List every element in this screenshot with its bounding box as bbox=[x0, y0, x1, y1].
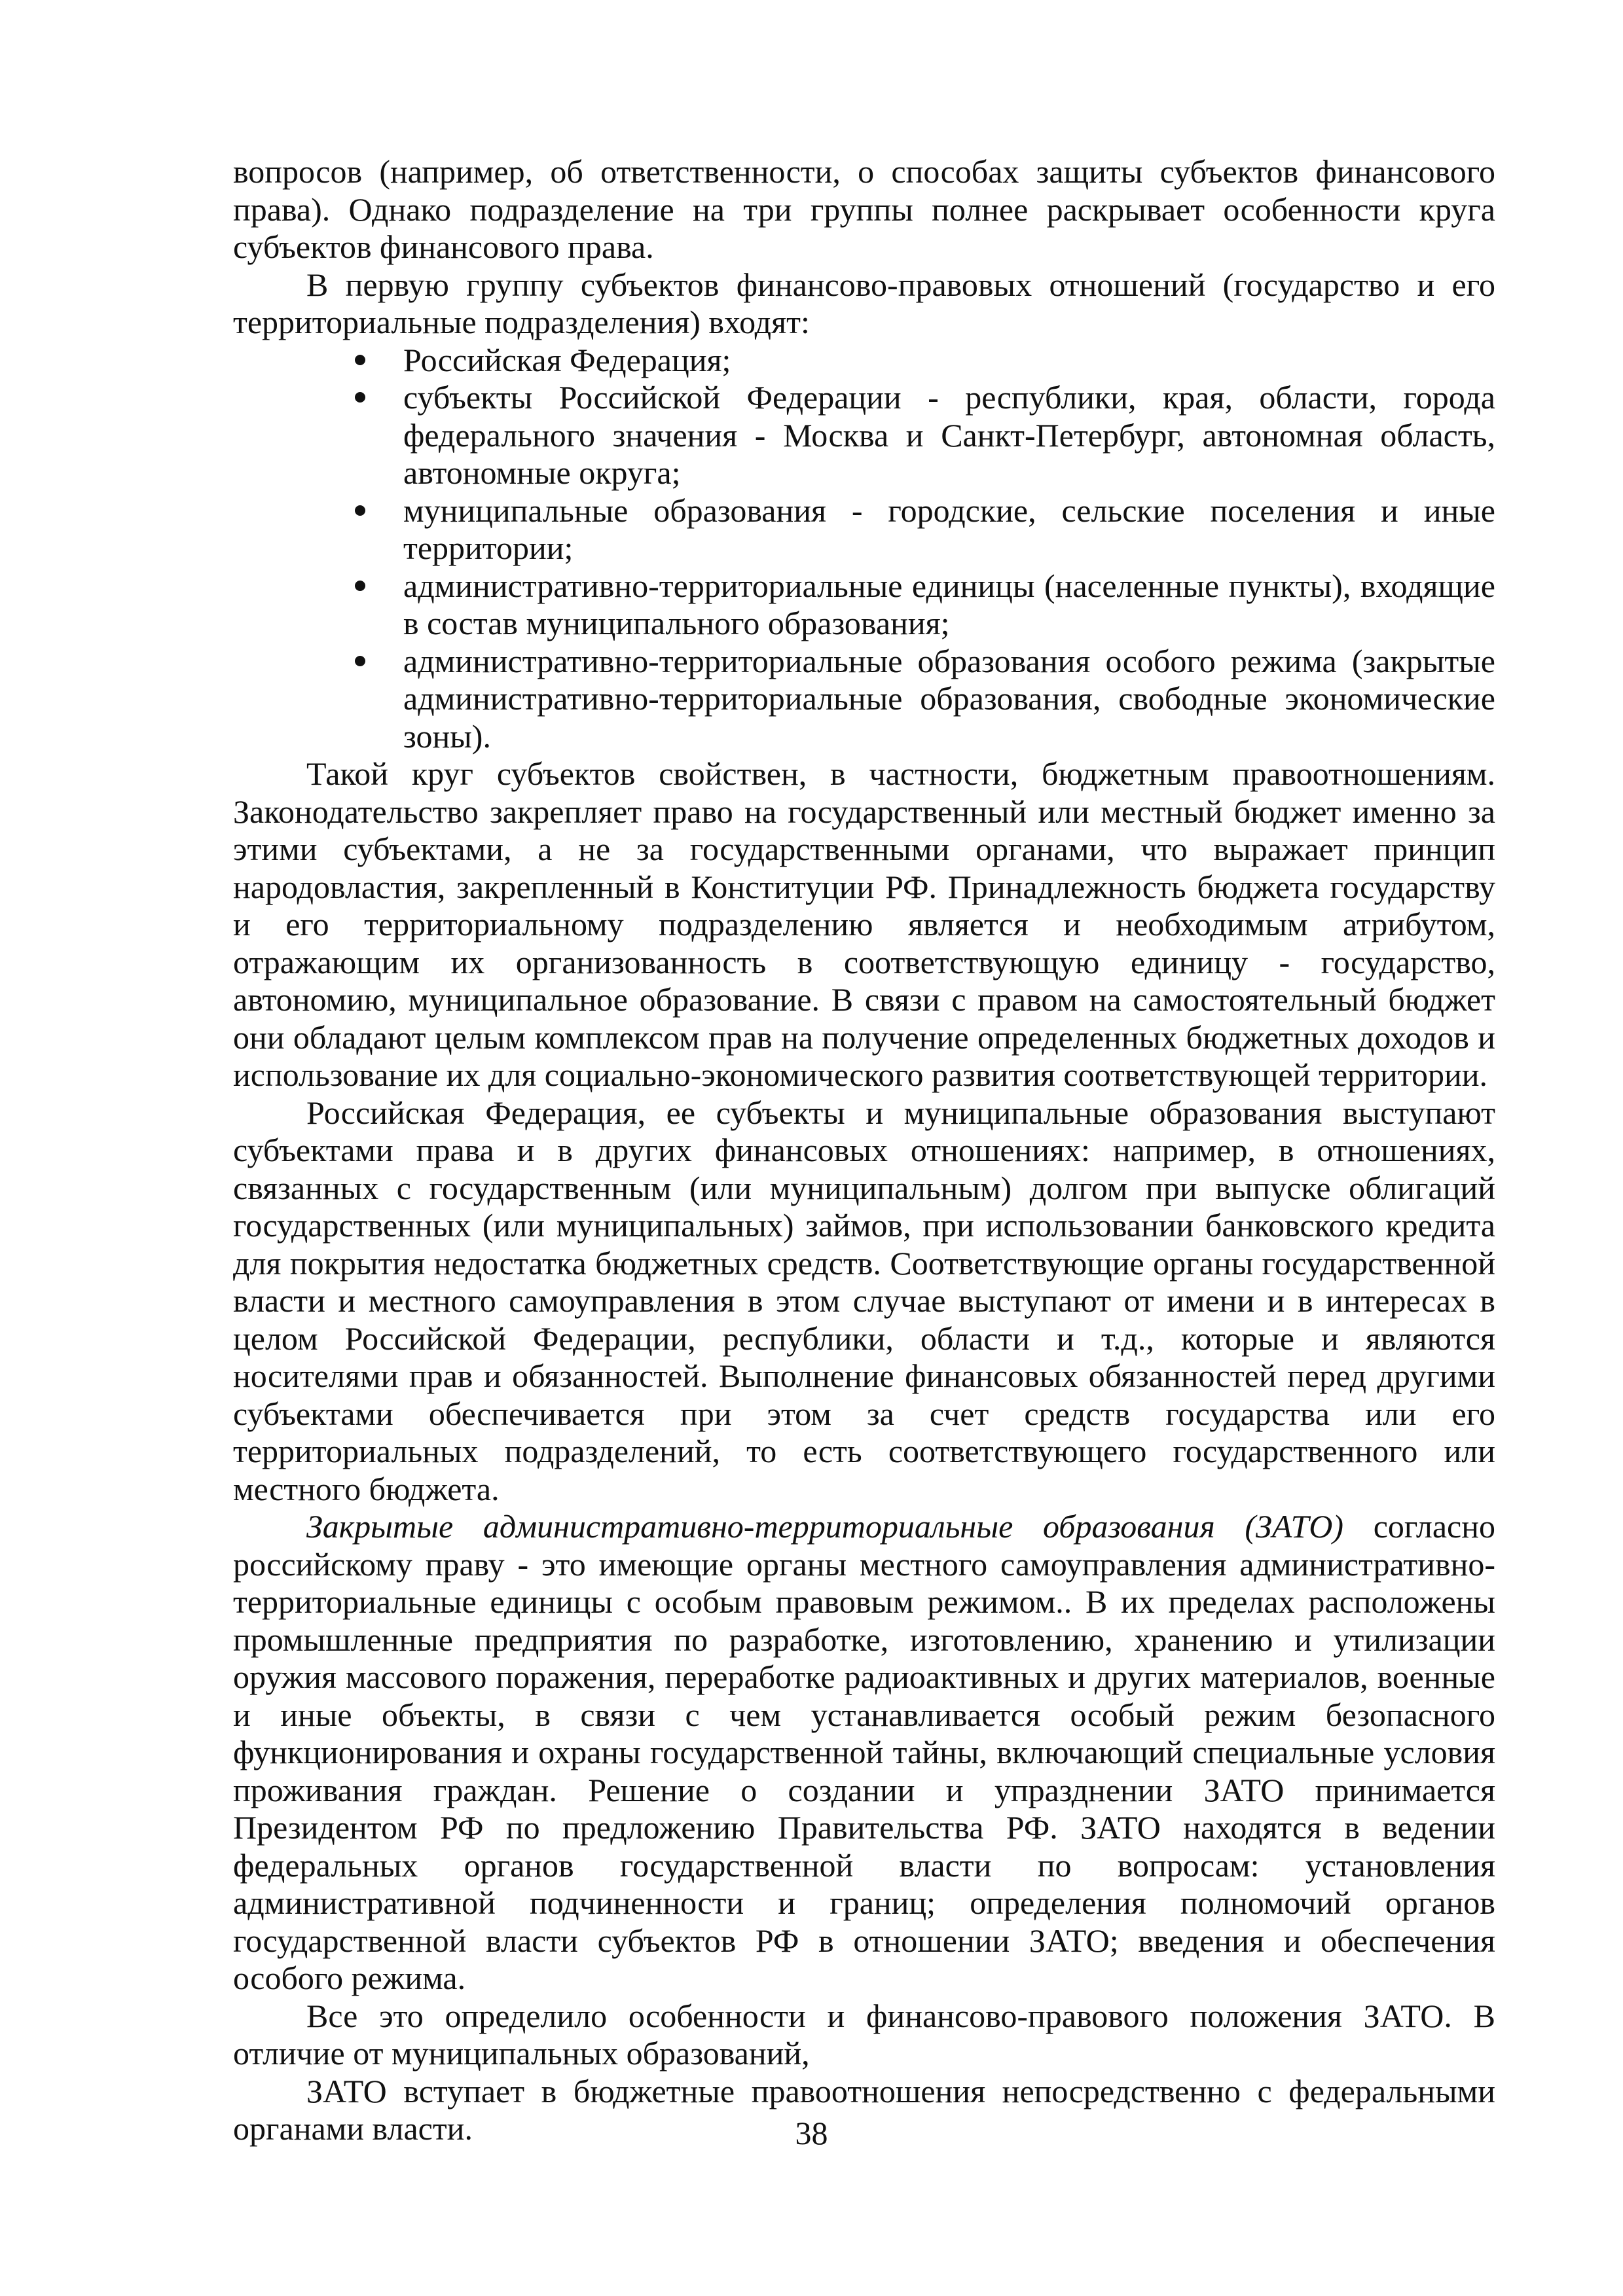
page-number: 38 bbox=[795, 2115, 828, 2151]
list-item: Российская Федерация; bbox=[403, 342, 1495, 380]
zato-term: Закрытые административно-территориальные образования (ЗАТО) bbox=[306, 1508, 1344, 1545]
paragraph-continuation: вопросов (например, об ответственности, о способах защиты субъектов финансового права). Однако подразделение на три группы полнее раскрывает особенности круга субъектов финансового права. bbox=[233, 153, 1495, 265]
list-item: субъекты Российской Федерации - республики, края, области, города федерального значения - Москва и Санкт-Петербург, автономная область, автономные округа; bbox=[403, 379, 1495, 491]
paragraph-other-relations: Российская Федерация, ее субъекты и муниципальные образования выступают субъектами права и в других финансовых отношениях: например, в отношениях, связанных с государственным (или муниципальным) долгом при выпуске облигаций государственных (или муниципальных) займов, при использовании банковского кредита для покрытия недостатка бюджетных средств. Соответствующие органы государственной власти и местного самоуправления в этом случае выступают от имени и в интересах в целом Российской Федерации, республики, области и т.д., которые и являются носителями прав и обязанностей. Выполнение финансовых обязанностей перед другими субъектами обеспечивается при этом за счет средств государства или его территориальных подразделений, то есть соответствующего государственного или местного бюджета. bbox=[233, 1094, 1495, 1507]
document-body bbox=[233, 153, 1495, 2148]
list-item: административно-территориальные образования особого режима (закрытые административно-территориальные образования, свободные экономические зоны). bbox=[403, 642, 1495, 755]
paragraph-zato-status: Все это определило особенности и финансово-правового положения ЗАТО. В отличие от муниципальных образований, bbox=[233, 1997, 1495, 2072]
zato-definition-text: согласно российскому праву - это имеющие органы местного самоуправления административно-территориальные единицы с особым правовым режимом.. В их пределах расположены промышленные предприятия по разработке, изготовлению, хранению и утилизации оружия массового поражения, переработке радиоактивных и других материалов, военные и иные объекты, в связи с чем устанавливается особый режим безопасного функционирования и охраны государственной тайны, включающий специальные условия проживания граждан. Решение о создании и упразднении ЗАТО принимается Президентом РФ по предложению Правительства РФ. ЗАТО находятся в ведении федеральных органов государственной власти по вопросам: установления административной подчиненности и границ; определения полномочий органов государственной власти субъектов РФ в отношении ЗАТО; введения и обеспечения особого режима. bbox=[233, 1508, 1495, 1996]
first-group-list bbox=[233, 342, 1495, 756]
paragraph-first-group-intro: В первую группу субъектов финансово-правовых отношений (государство и его территориальные подразделения) входят: bbox=[233, 266, 1495, 340]
paragraph-zato-definition bbox=[233, 1508, 1495, 1998]
paragraph-budget-relations: Такой круг субъектов свойствен, в частности, бюджетным правоотношениям. Законодательство закрепляет право на государственный или местный бюджет именно за этими субъектами, а не за государственными органами, что выражает принцип народовластия, закрепленный в Конституции РФ. Принадлежность бюджета государству и его территориальному подразделению является и необходимым атрибутом, отражающим их организованность в соответствующую единицу - государство, автономию, муниципальное образование. В связи с правом на самостоятельный бюджет они обладают целым комплексом прав на получение определенных бюджетных доходов и использование их для социально-экономического развития соответствующей территории. bbox=[233, 755, 1495, 1093]
paragraph-zato-budget: ЗАТО вступает в бюджетные правоотношения непосредственно с федеральными органами власти. bbox=[233, 2072, 1495, 2147]
list-item: административно-территориальные единицы (населенные пункты), входящие в состав муниципального образования; bbox=[403, 567, 1495, 641]
list-item: муниципальные образования - городские, сельские поселения и иные территории; bbox=[403, 492, 1495, 566]
